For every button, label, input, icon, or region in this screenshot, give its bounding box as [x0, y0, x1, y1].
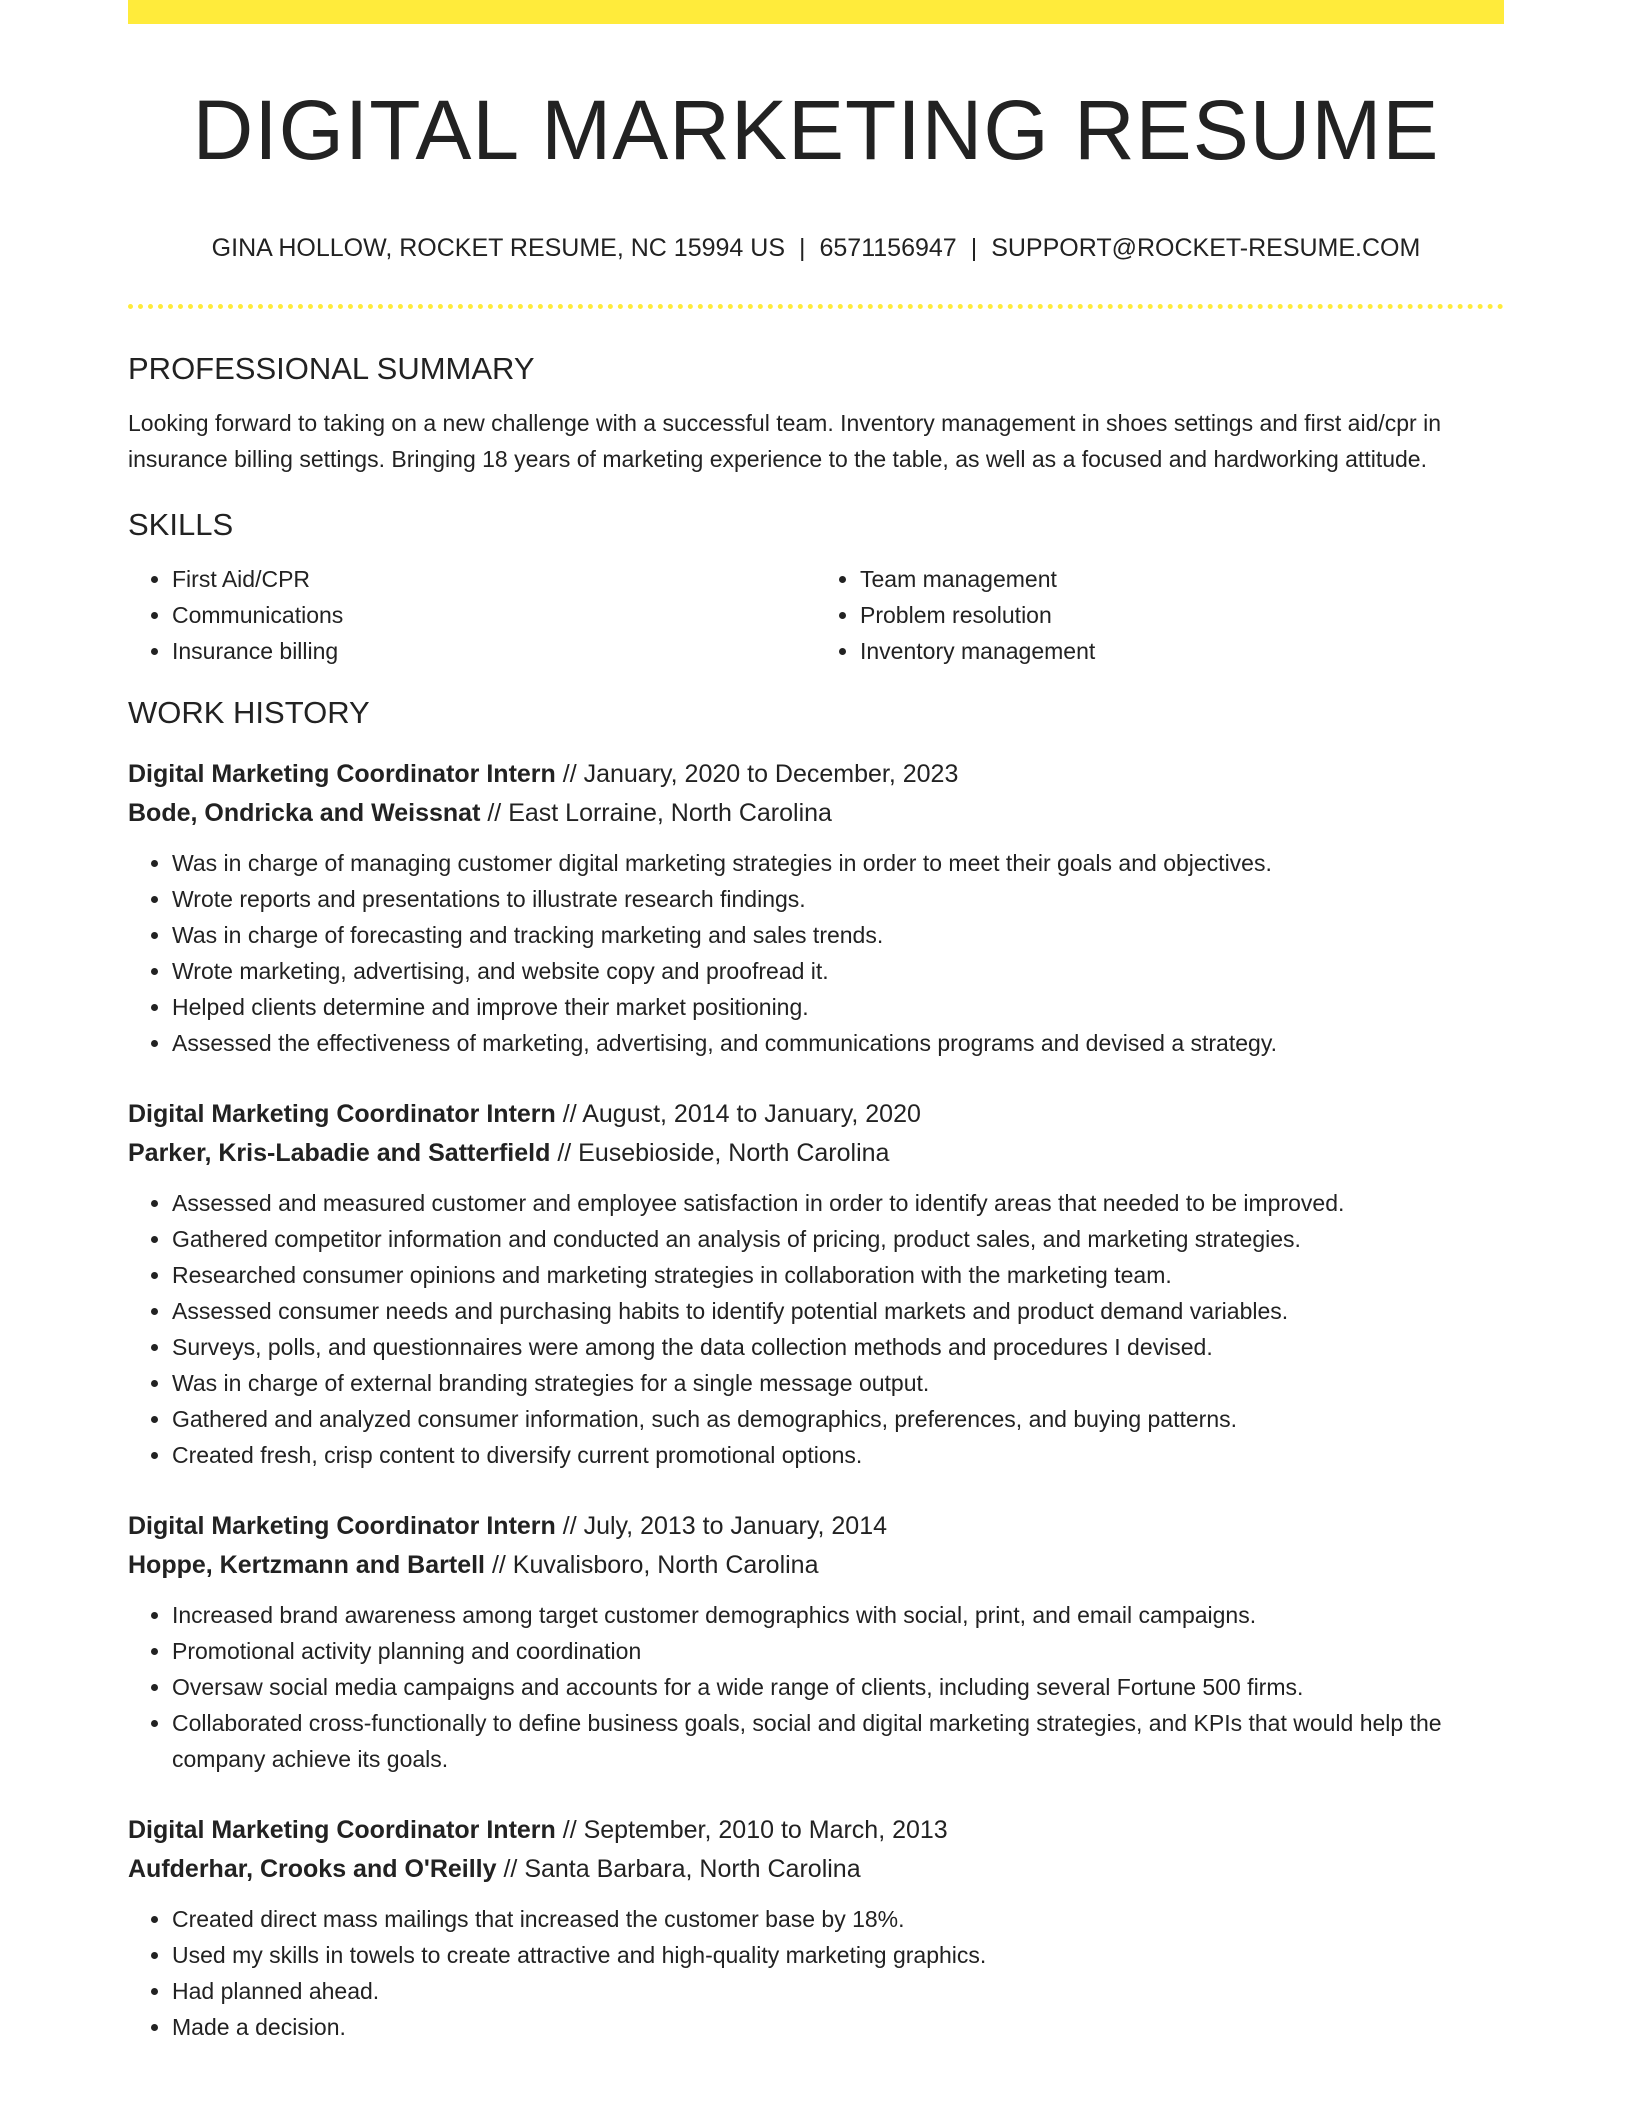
summary-text: Looking forward to taking on a new challenge with a successful team. Inventory management in shoes settings and first aid/cpr in insurance billing settings. Bringing 18 years of marketing experience to the table, as well as a focused and hardworking attitude. — [128, 410, 1441, 472]
contact-address: GINA HOLLOW, ROCKET RESUME, NC 15994 US — [211, 234, 785, 262]
work-history-heading: WORK HISTORY — [128, 695, 370, 730]
job-bullet: • Was in charge of external branding strategies for a single message output. — [172, 1365, 1504, 1401]
job-bullet: • Surveys, polls, and questionnaires were among the data collection methods and procedures I devised. — [172, 1329, 1504, 1365]
job-title: Digital Marketing Coordinator Intern — [128, 1816, 556, 1844]
skills-heading: SKILLS — [128, 507, 234, 542]
job-bullet: • Made a decision. — [172, 2009, 1504, 2045]
job-location: // Eusebioside, North Carolina — [550, 1139, 890, 1167]
job-bullet: • Created direct mass mailings that increased the customer base by 18%. — [172, 1901, 1504, 1937]
job-entry — [128, 1095, 1504, 1473]
contact-email: SUPPORT@ROCKET-RESUME.COM — [991, 234, 1421, 262]
skills-list — [128, 561, 1504, 669]
job-dates: // July, 2013 to January, 2014 — [555, 1512, 888, 1540]
job-location: // East Lorraine, North Carolina — [480, 799, 832, 827]
job-bullets — [128, 1185, 1504, 1473]
job-dates: // September, 2010 to March, 2013 — [555, 1816, 948, 1844]
job-bullet: • Wrote marketing, advertising, and website copy and proofread it. — [172, 953, 1504, 989]
job-bullet: • Oversaw social media campaigns and accounts for a wide range of clients, including several Fortune 500 firms. — [172, 1669, 1504, 1705]
job-company: Parker, Kris-Labadie and Satterfield — [128, 1139, 551, 1167]
job-bullet: • Researched consumer opinions and marketing strategies in collaboration with the marketing team. — [172, 1257, 1504, 1293]
resume-page — [128, 0, 1504, 2045]
job-bullet: • Used my skills in towels to create attractive and high-quality marketing graphics. — [172, 1937, 1504, 1973]
accent-bar — [128, 0, 1504, 24]
skill-item: • Inventory management — [860, 633, 1504, 669]
job-bullet: • Assessed and measured customer and employee satisfaction in order to identify areas that needed to be improved. — [172, 1185, 1504, 1221]
job-title-line — [128, 1811, 1504, 1850]
job-company: Bode, Ondricka and Weissnat — [128, 799, 481, 827]
job-company: Aufderhar, Crooks and O'Reilly — [128, 1855, 497, 1883]
job-title: Digital Marketing Coordinator Intern — [128, 760, 556, 788]
skills-column-right — [816, 561, 1504, 669]
job-company-line — [128, 1850, 1504, 1889]
skill-item: • Problem resolution — [860, 597, 1504, 633]
job-bullet: • Promotional activity planning and coordination — [172, 1633, 1504, 1669]
job-company-line — [128, 1134, 1504, 1173]
job-company-line — [128, 1546, 1504, 1585]
resume-title: DIGITAL MARKETING RESUME — [192, 83, 1440, 177]
skill-item: • First Aid/CPR — [172, 561, 816, 597]
summary-heading: PROFESSIONAL SUMMARY — [128, 351, 535, 386]
job-bullet: • Increased brand awareness among target customer demographics with social, print, and email campaigns. — [172, 1597, 1504, 1633]
job-bullet: • Was in charge of managing customer digital marketing strategies in order to meet their goals and objectives. — [172, 845, 1504, 881]
contact-separator: | — [970, 234, 978, 262]
job-bullet: • Created fresh, crisp content to diversify current promotional options. — [172, 1437, 1504, 1473]
job-dates: // August, 2014 to January, 2020 — [555, 1100, 921, 1128]
contact-phone: 6571156947 — [819, 234, 957, 262]
job-title-line — [128, 1507, 1504, 1546]
job-company-line — [128, 794, 1504, 833]
job-bullet: • Assessed consumer needs and purchasing habits to identify potential markets and product demand variables. — [172, 1293, 1504, 1329]
job-bullet: • Collaborated cross-functionally to define business goals, social and digital marketing strategies, and KPIs that would help the company achieve its goals. — [172, 1705, 1504, 1777]
job-title-line — [128, 1095, 1504, 1134]
skill-item: • Communications — [172, 597, 816, 633]
contact-separator: | — [799, 234, 806, 262]
job-title: Digital Marketing Coordinator Intern — [128, 1100, 556, 1128]
job-company: Hoppe, Kertzmann and Bartell — [128, 1551, 485, 1579]
job-location: // Santa Barbara, North Carolina — [496, 1855, 861, 1883]
job-bullets — [128, 1901, 1504, 2045]
job-bullets — [128, 1597, 1504, 1777]
job-location: // Kuvalisboro, North Carolina — [485, 1551, 819, 1579]
job-entry — [128, 1811, 1504, 2045]
skill-item: • Team management — [860, 561, 1504, 597]
job-bullet: • Helped clients determine and improve their market positioning. — [172, 989, 1504, 1025]
job-bullet: • Was in charge of forecasting and tracking marketing and sales trends. — [172, 917, 1504, 953]
job-title: Digital Marketing Coordinator Intern — [128, 1512, 556, 1540]
job-bullet: • Assessed the effectiveness of marketing, advertising, and communications programs and devised a strategy. — [172, 1025, 1504, 1061]
skills-column-left — [128, 561, 816, 669]
job-entry — [128, 755, 1504, 1061]
dotted-divider — [128, 304, 1504, 309]
job-bullets — [128, 845, 1504, 1061]
contact-line — [128, 232, 1504, 264]
job-title-line — [128, 755, 1504, 794]
job-bullet: • Gathered and analyzed consumer information, such as demographics, preferences, and buying patterns. — [172, 1401, 1504, 1437]
job-bullet: • Had planned ahead. — [172, 1973, 1504, 2009]
job-entry — [128, 1507, 1504, 1777]
job-bullet: • Wrote reports and presentations to illustrate research findings. — [172, 881, 1504, 917]
skill-item: • Insurance billing — [172, 633, 816, 669]
job-dates: // January, 2020 to December, 2023 — [555, 760, 959, 788]
job-bullet: • Gathered competitor information and conducted an analysis of pricing, product sales, and marketing strategies. — [172, 1221, 1504, 1257]
